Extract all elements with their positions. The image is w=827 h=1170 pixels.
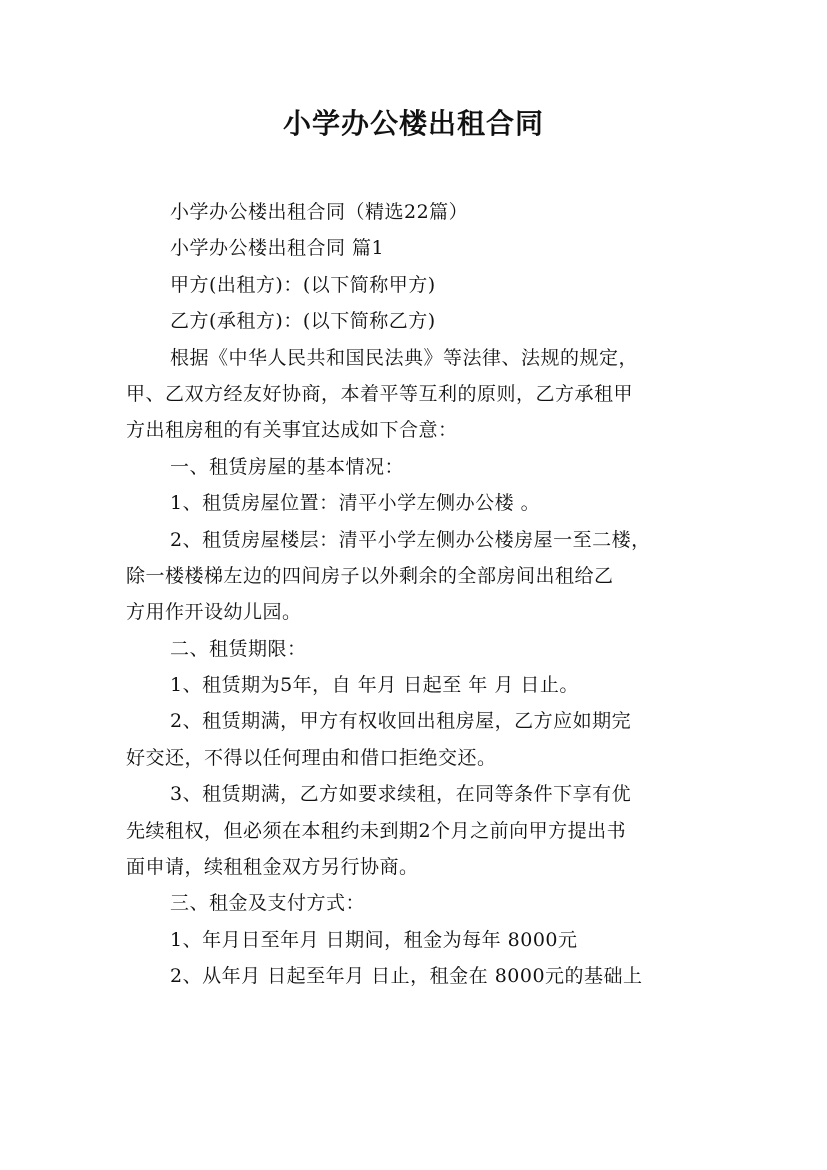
paragraph-line: 1、租赁房屋位置：清平小学左侧办公楼 。 xyxy=(170,492,541,515)
paragraph-line: 2、从年月 日起至年月 日止，租金在 8000元的基础上 xyxy=(170,965,643,988)
paragraph-line: 2、租赁房屋楼层：清平小学左侧办公楼房屋一至二楼， xyxy=(170,528,651,551)
document-title: 小学办公楼出租合同 xyxy=(282,107,544,140)
paragraph-line: 乙方(承租方)：(以下简称乙方) xyxy=(170,310,436,333)
document-body xyxy=(126,194,716,995)
paragraph-line: 2、租赁期满，甲方有权收回出租房屋，乙方应如期完 xyxy=(170,710,632,733)
paragraph-line: 先续租权，但必须在本租约未到期2个月之前向甲方提出书 xyxy=(126,819,627,842)
paragraph-line: 好交还，不得以任何理由和借口拒绝交还。 xyxy=(126,746,497,769)
paragraph-line: 甲、乙双方经友好协商，本着平等互利的原则，乙方承租甲 xyxy=(126,382,634,405)
section-heading: 三、租金及支付方式： xyxy=(170,892,366,915)
section-heading: 二、租赁期限： xyxy=(170,637,307,660)
paragraph-line: 3、租赁期满，乙方如要求续租，在同等条件下享有优 xyxy=(170,783,632,806)
paragraph-line: 1、年月日至年月 日期间，租金为每年 8000元 xyxy=(170,928,578,951)
paragraph-line: 面申请，续租租金双方另行协商。 xyxy=(126,856,419,879)
paragraph-line: 除一楼楼梯左边的四间房子以外剩余的全部房间出租给乙 xyxy=(126,564,614,587)
paragraph-line: 小学办公楼出租合同 篇1 xyxy=(170,237,385,260)
paragraph-line: 甲方(出租方)：(以下简称甲方) xyxy=(170,273,436,296)
paragraph-line: 小学办公楼出租合同（精选22篇） xyxy=(170,201,469,223)
paragraph-line: 方用作开设幼儿园。 xyxy=(126,601,302,624)
section-heading: 一、租赁房屋的基本情况： xyxy=(170,455,405,478)
paragraph-line: 1、租赁期为5年，自 年月 日起至 年 月 日止。 xyxy=(170,674,579,697)
paragraph-line: 方出租房租的有关事宜达成如下合意： xyxy=(126,419,458,442)
paragraph-line: 根据《中华人民共和国民法典》等法律、法规的规定， xyxy=(170,346,639,369)
